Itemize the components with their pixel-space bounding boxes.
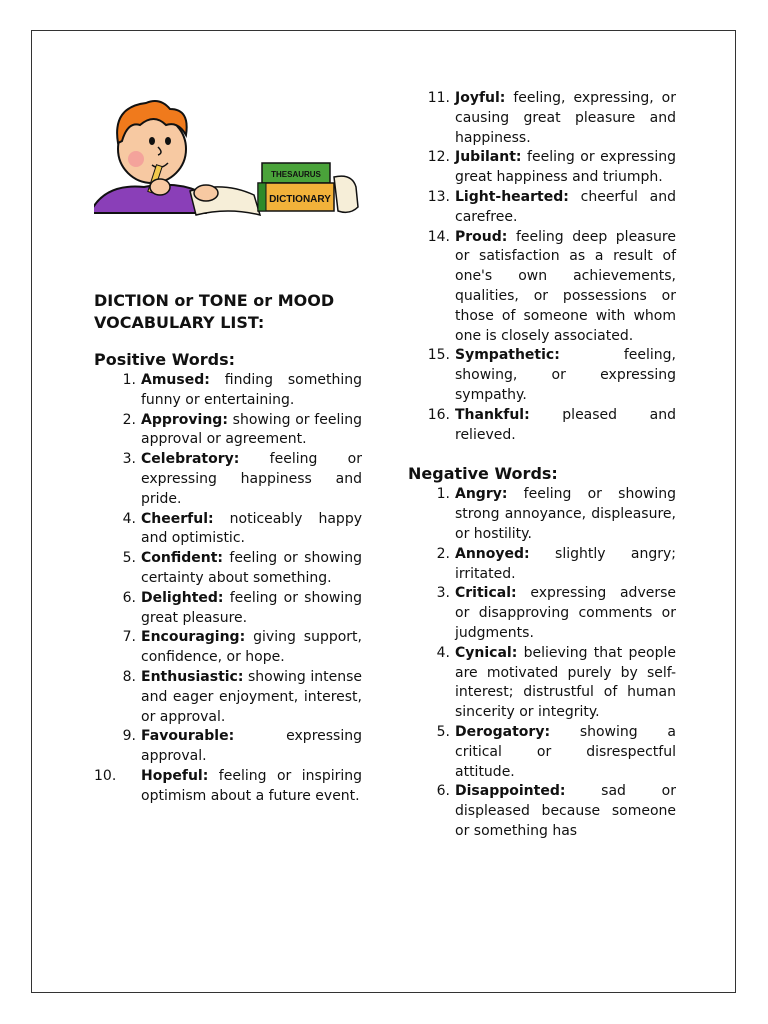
item-number: 9. <box>122 728 136 745</box>
title-line-1: DICTION or TONE or MOOD <box>94 291 335 310</box>
item-term: Encouraging: <box>141 629 246 646</box>
right-column <box>408 89 676 842</box>
item-definition: feeling or inspiring optimism about a future event. <box>141 767 362 804</box>
negative-words-heading: Negative Words: <box>408 464 558 484</box>
item-number: 2. <box>122 411 136 428</box>
item-definition: showing intense and eager enjoyment, interest, or approval. <box>141 668 362 725</box>
item-definition: believing that people are motivated purely by self-interest; distrustful of human sincerity or integrity. <box>455 644 676 721</box>
item-text <box>455 148 676 188</box>
item-term: Derogatory: <box>455 723 551 740</box>
list-item <box>408 89 676 148</box>
left-column <box>94 95 362 807</box>
item-text <box>141 589 362 629</box>
item-number: 15. <box>427 347 450 364</box>
item-text <box>455 644 676 723</box>
list-item <box>94 549 362 589</box>
list-item <box>94 589 362 629</box>
item-number: 1. <box>436 486 450 503</box>
item-number: 7. <box>122 629 136 646</box>
list-item <box>408 346 676 405</box>
item-number: 11. <box>427 90 450 106</box>
item-term: Delighted: <box>141 589 224 606</box>
list-item <box>94 628 362 668</box>
list-item <box>408 782 676 841</box>
item-text <box>141 371 362 411</box>
item-text <box>141 510 362 550</box>
item-text <box>141 628 362 668</box>
item-text <box>141 727 362 767</box>
item-number: 2. <box>436 545 450 562</box>
thesaurus-label: THESAURUS <box>271 170 321 179</box>
item-definition: pleased and relieved. <box>455 406 676 443</box>
item-number: 13. <box>427 188 450 205</box>
positive-words-heading: Positive Words: <box>94 350 236 369</box>
list-item <box>408 723 676 782</box>
title-line-2: VOCABULARY LIST: <box>94 313 265 332</box>
item-term: Amused: <box>141 372 210 388</box>
item-term: Disappointed: <box>455 783 566 800</box>
list-item <box>408 545 676 585</box>
clipart-boy-with-books <box>94 95 364 225</box>
positive-words-list <box>94 371 362 807</box>
item-text <box>455 188 676 228</box>
item-term: Favourable: <box>141 728 235 745</box>
item-definition: showing or feeling approval or agreement. <box>141 411 362 448</box>
item-definition: feeling or showing great pleasure. <box>141 589 362 626</box>
list-item <box>94 450 362 509</box>
item-definition: finding something funny or entertaining. <box>141 372 362 408</box>
boy-reading-illustration <box>94 95 364 225</box>
list-item <box>408 188 676 228</box>
item-definition: showing a critical or disrespectful attitude. <box>455 723 676 780</box>
item-term: Sympathetic: <box>455 347 560 364</box>
item-text <box>455 406 676 446</box>
item-term: Joyful: <box>455 90 506 106</box>
list-item <box>94 767 362 807</box>
item-number: 10. <box>94 767 117 784</box>
item-number: 12. <box>427 149 450 166</box>
item-number: 8. <box>122 668 136 685</box>
item-term: Celebratory: <box>141 451 240 468</box>
item-definition: feeling or showing certainty about something. <box>141 550 362 586</box>
item-number: 6. <box>122 589 136 606</box>
item-term: Confident: <box>141 550 224 567</box>
item-text <box>455 346 676 405</box>
item-definition: expressing adverse or disapproving comments or judgments. <box>455 585 676 641</box>
item-definition: feeling deep pleasure or satisfaction as a result of one's own achievements, qualities, or possessions or those of someone with whom one is closely associated. <box>455 228 676 344</box>
item-number: 5. <box>436 723 450 740</box>
item-definition: noticeably happy and optimistic. <box>141 510 362 547</box>
item-text <box>455 485 676 544</box>
item-number: 16. <box>427 406 450 423</box>
item-text <box>455 782 676 841</box>
item-term: Angry: <box>455 486 508 503</box>
item-text <box>141 450 362 509</box>
item-term: Approving: <box>141 411 228 428</box>
list-item <box>94 371 362 411</box>
list-item <box>408 148 676 188</box>
item-text <box>455 584 676 643</box>
item-definition: expressing approval. <box>141 728 362 765</box>
item-text <box>141 549 362 589</box>
item-term: Annoyed: <box>455 545 530 562</box>
item-text <box>141 411 362 451</box>
item-text <box>455 545 676 585</box>
list-item <box>408 406 676 446</box>
item-text <box>141 668 362 727</box>
item-definition: feeling or expressing great happiness and triumph. <box>455 149 676 186</box>
list-item <box>408 228 676 347</box>
list-item <box>408 584 676 643</box>
item-definition: feeling or expressing happiness and pride. <box>141 451 362 507</box>
item-definition: feeling, showing, or expressing sympathy. <box>455 347 676 403</box>
item-number: 4. <box>436 644 450 661</box>
item-term: Thankful: <box>455 406 530 423</box>
item-number: 3. <box>436 585 450 602</box>
item-number: 14. <box>427 228 450 245</box>
page-title <box>94 290 362 334</box>
item-text <box>455 228 676 347</box>
list-item <box>94 727 362 767</box>
item-definition: cheerful and carefree. <box>455 188 676 225</box>
negative-words-list <box>408 485 676 841</box>
item-text <box>141 767 362 807</box>
document-page <box>31 30 736 993</box>
item-definition: sad or displeased because someone or something has <box>455 783 676 839</box>
item-term: Cheerful: <box>141 510 214 527</box>
item-definition: slightly angry; irritated. <box>455 545 676 582</box>
item-term: Critical: <box>455 585 517 602</box>
item-number: 1. <box>122 372 136 388</box>
item-term: Enthusiastic: <box>141 668 244 685</box>
item-text <box>455 723 676 782</box>
dictionary-label: DICTIONARY <box>269 194 331 205</box>
list-item <box>94 668 362 727</box>
item-definition: feeling, expressing, or causing great pleasure and happiness. <box>455 90 676 146</box>
list-item <box>94 510 362 550</box>
item-text <box>455 89 676 148</box>
item-number: 4. <box>122 510 136 527</box>
item-number: 3. <box>122 451 136 468</box>
list-item <box>408 485 676 544</box>
list-item <box>94 411 362 451</box>
list-item <box>408 644 676 723</box>
item-definition: giving support, confidence, or hope. <box>141 629 362 666</box>
item-number: 6. <box>436 783 450 800</box>
item-term: Proud: <box>455 228 508 245</box>
item-term: Light-hearted: <box>455 188 569 205</box>
item-term: Hopeful: <box>141 767 209 784</box>
item-number: 5. <box>122 550 136 567</box>
item-definition: feeling or showing strong annoyance, displeasure, or hostility. <box>455 486 676 542</box>
item-term: Cynical: <box>455 644 518 661</box>
positive-words-list-continued <box>408 89 676 445</box>
item-term: Jubilant: <box>455 149 522 166</box>
